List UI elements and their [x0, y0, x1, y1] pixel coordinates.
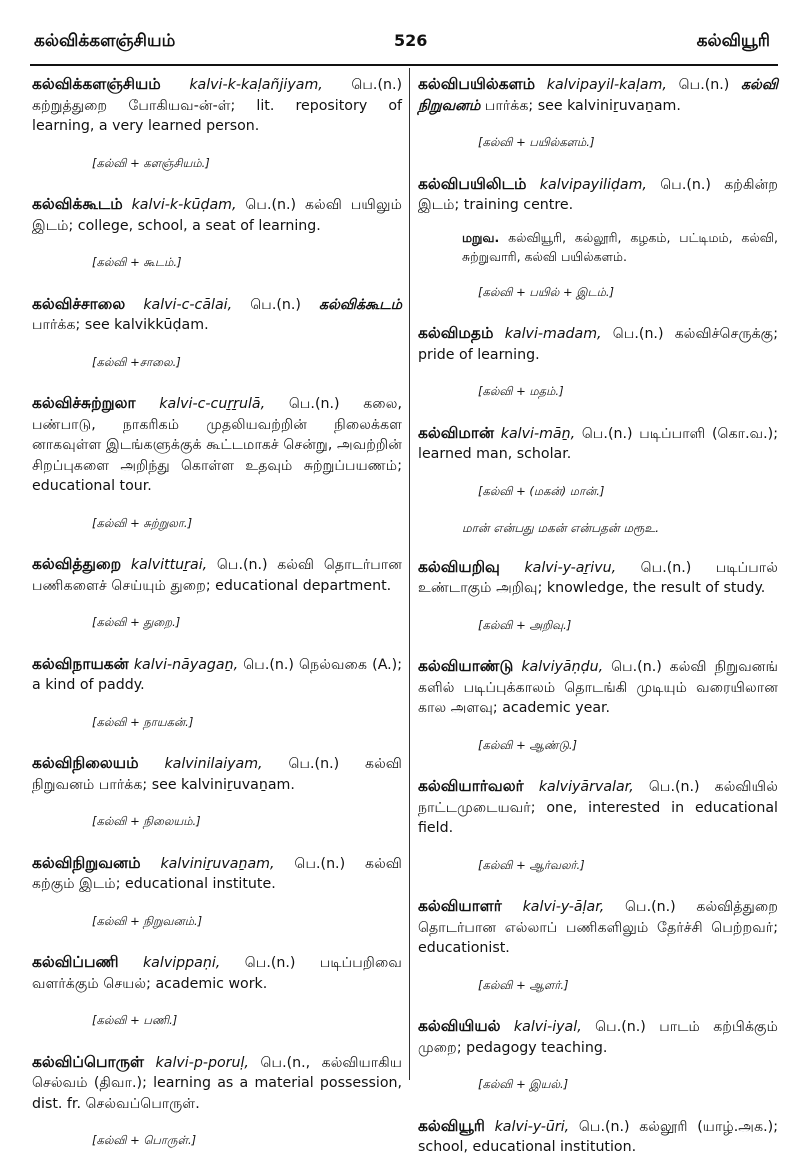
headword: கல்விபயில்களம் — [418, 75, 536, 93]
dictionary-entry — [32, 194, 402, 273]
headword: கல்விமான் — [418, 423, 495, 442]
etymology: [கல்வி + நிறுவனம்.] — [92, 913, 203, 928]
definition: பெ.(n.) படிப்பறிவை வளர்க்கும் செயல்; academic work. — [32, 955, 403, 992]
page-number: 526 — [394, 31, 428, 50]
dictionary-entry — [32, 554, 402, 633]
transliteration: kalvi-y-aṟivu, — [524, 559, 617, 576]
definition: பெ.(n., கல்வியாகிய செல்வம் (திவா.); learning as a material possession, dist. fr. செல்வப்பொருள். — [32, 1054, 403, 1112]
header-right-guideword: கல்வியூரி — [696, 31, 770, 51]
headword: கல்வியாண்டு — [418, 657, 514, 675]
definition: பெ.(n.) கல்வித்துறை தொடர்பான எல்லாப் பணிகளிலும் தேர்ச்சி பெற்றவர்; educationist. — [418, 899, 778, 956]
dictionary-entry — [32, 753, 402, 832]
headword: கல்விநிறுவனம் — [32, 853, 141, 872]
headword: கல்வியியல் — [418, 1017, 501, 1035]
headword: கல்விபயிலிடம் — [418, 174, 527, 193]
transliteration: kalviyārvalar, — [538, 779, 634, 795]
definition: பெ.(n.) கல்வியில் நாட்டமுடையவர்; one, interested in educational field. — [418, 779, 778, 836]
transliteration: kalvi-māṉ, — [500, 425, 576, 442]
synonym-list: கல்வியூரி, கல்லூரி, கழகம், பட்டிமம், கல்வி, சுற்றுவாரி, கல்வி பயில்களம். — [462, 229, 779, 264]
etymology: [கல்வி + (மகன்) மான்.] — [478, 483, 605, 498]
dictionary-entry — [418, 323, 778, 402]
etymology: [கல்வி + துறை.] — [92, 615, 181, 629]
headword: கல்வியூரி — [418, 1116, 485, 1135]
cross-reference: கல்விக்கூடம் — [319, 296, 403, 313]
headword: கல்விமதம் — [418, 324, 494, 342]
transliteration: kalvi-c-cuṟṟulā, — [159, 396, 266, 412]
definition: பெ.(n.) பாடம் கற்பிக்கும் முறை; pedagogy teaching. — [418, 1019, 778, 1056]
header-rule — [30, 64, 778, 66]
headword: கல்வித்துறை — [32, 555, 122, 573]
definition: பெ.(n.) கல்வி நிறுவனம் பார்க்க; see kalviniṟuvaṉam. — [32, 756, 402, 793]
etymology: [கல்வி + ஆளர்.] — [478, 977, 569, 992]
synonyms — [462, 228, 778, 266]
transliteration: kalvipayiliḍam, — [539, 176, 647, 193]
etymology: [கல்வி + இயல்.] — [478, 1077, 569, 1091]
dictionary-entry — [32, 294, 402, 373]
transliteration: kalvi-y-āḷar, — [522, 899, 605, 915]
headword: கல்விச்சாலை — [32, 294, 126, 313]
cross-reference: கல்வி நிறுவனம் — [418, 77, 778, 114]
transliteration: kalvinilaiyam, — [164, 756, 263, 772]
dictionary-entry — [32, 74, 402, 173]
definition: பெ.(n.) படிப்பாளி (கொ.வ.); learned man, scholar. — [418, 425, 778, 462]
synonym-label: மறுவ. — [462, 229, 500, 245]
transliteration: kalvi-y-ūri, — [494, 1118, 570, 1135]
etymology: [கல்வி + பயில் + இடம்.] — [478, 284, 615, 299]
definition: பெ.(n.) கல்விச்செருக்கு; pride of learning. — [418, 326, 778, 363]
dictionary-entry — [418, 557, 778, 636]
headword: கல்வியறிவு — [418, 557, 500, 576]
definition: பெ.(n.) கலை, பண்பாடு, நாகரிகம் முதலியவற்றின் நிலைக்கள னாகவுள்ள இடங்களுக்குக் கூட்டமாகச் சென்று, அவற்றின் சிறப்புகளை அறிந்து கொள்ள உதவும் சுற்றுப்பயணம்; educational tour. — [32, 396, 402, 494]
definition: பெ.(n.) கல்வி கற்கும் இடம்; educational institute. — [32, 855, 402, 892]
headword: கல்வியாளர் — [418, 897, 502, 915]
transliteration: kalvi-k-kūḍam, — [131, 197, 237, 213]
transliteration: kalvi-madam, — [504, 326, 602, 342]
transliteration: kalvippaṇi, — [142, 955, 221, 971]
etymology: [கல்வி + அறிவு.] — [478, 617, 572, 632]
dictionary-entry — [418, 1016, 778, 1095]
etymology: [கல்வி + களஞ்சியம்.] — [92, 155, 210, 170]
headword: கல்விச்சுற்றுலா — [32, 394, 136, 412]
transliteration: kalvi-c-cālai, — [143, 296, 233, 313]
etymology: [கல்வி +சாலை.] — [92, 354, 181, 369]
etymology: [கல்வி + கூடம்.] — [92, 255, 182, 269]
header-left-guideword: கல்விக்களஞ்சியம் — [34, 31, 176, 51]
headword: கல்விப்பணி — [32, 953, 119, 971]
definition: பெ.(n.) கற்கின்ற இடம்; training centre. — [418, 176, 778, 213]
dictionary-entry — [418, 1116, 778, 1158]
dictionary-entry — [418, 776, 778, 875]
definition: பெ.(n.) கற்றுத்துறை போகியவ-ன்-ள்; lit. repository of learning, a very learned person. — [32, 77, 403, 134]
page-header — [0, 0, 800, 60]
headword: கல்விக்களஞ்சியம் — [32, 75, 161, 93]
headword: கல்விநிலையம் — [32, 754, 139, 772]
etymology: [கல்வி + பணி.] — [92, 1013, 178, 1027]
etymology: [கல்வி + பயில்களம்.] — [478, 135, 595, 149]
dictionary-entry — [418, 896, 778, 995]
definition: பெ.(n.) — [678, 77, 730, 93]
headword: கல்விக்கூடம் — [32, 195, 123, 213]
definition: பெ.(n.) கல்வி தொடர்பான பணிகளைச் செய்யும் துறை; educational department. — [32, 557, 403, 594]
dictionary-entry — [32, 853, 402, 932]
etymology: [கல்வி + ஆர்வலர்.] — [478, 857, 585, 872]
transliteration: kalvittuṟai, — [130, 557, 208, 573]
transliteration: kalvi-nāyagaṉ, — [133, 656, 239, 673]
headword: கல்விநாயகன் — [32, 654, 129, 673]
headword: கல்வியார்வலர் — [418, 777, 524, 795]
dictionary-entry — [418, 174, 778, 303]
etymology: [கல்வி + ஆண்டு.] — [478, 737, 578, 752]
definition: பெ.(n.) — [250, 296, 301, 313]
headword: கல்விப்பொருள் — [32, 1052, 144, 1071]
definition: பெ.(n.) நெல்வகை (A.); a kind of paddy. — [32, 656, 402, 693]
left-column — [32, 74, 402, 1172]
definition: பெ.(n.) படிப்பால் உண்டாகும் அறிவு; knowledge, the result of study. — [418, 559, 778, 596]
dictionary-entry — [32, 393, 402, 533]
dictionary-entry — [418, 74, 778, 153]
dictionary-entry — [418, 423, 778, 539]
transliteration: kalvi-p-poruḷ, — [155, 1054, 249, 1071]
transliteration: kalvipayil-kaḷam, — [546, 77, 667, 93]
usage-note: மான் என்பது மகன் என்பதன் மரூஉ. — [462, 521, 660, 535]
dictionary-entry — [418, 656, 778, 755]
transliteration: kalvi-iyal, — [513, 1019, 582, 1035]
definition-continued: பார்க்க; see kalvikkūḍam. — [32, 317, 209, 333]
transliteration: kalvi-k-kaḷañjiyam, — [189, 77, 323, 93]
transliteration: kalviniṟuvaṉam, — [160, 855, 275, 872]
etymology: [கல்வி + பொருள்.] — [92, 1133, 197, 1147]
etymology: [கல்வி + நாயகன்.] — [92, 714, 194, 729]
column-divider — [409, 68, 410, 1080]
definition-continued: பார்க்க; see kalviniṟuvaṉam. — [484, 97, 681, 114]
dictionary-entry — [32, 952, 402, 1031]
definition: பெ.(n.) கல்வி பயிலும் இடம்; college, school, a seat of learning. — [32, 197, 403, 234]
definition: பெ.(n.) கல்வி நிறுவனங் களில் படிப்புக்காலம் தொடங்கி முடியும் வரையிலான கால அளவு; academic year. — [418, 659, 778, 716]
definition: பெ.(n.) கல்லூரி (யாழ்.அக.); school, educational institution. — [418, 1118, 778, 1155]
right-column — [418, 74, 778, 1158]
etymology: [கல்வி + சுற்றுலா.] — [92, 515, 193, 530]
dictionary-entry — [32, 1052, 402, 1151]
transliteration: kalviyāṇḍu, — [521, 659, 604, 675]
etymology: [கல்வி + நிலையம்.] — [92, 814, 201, 828]
etymology: [கல்வி + மதம்.] — [478, 384, 564, 398]
dictionary-entry — [32, 654, 402, 733]
